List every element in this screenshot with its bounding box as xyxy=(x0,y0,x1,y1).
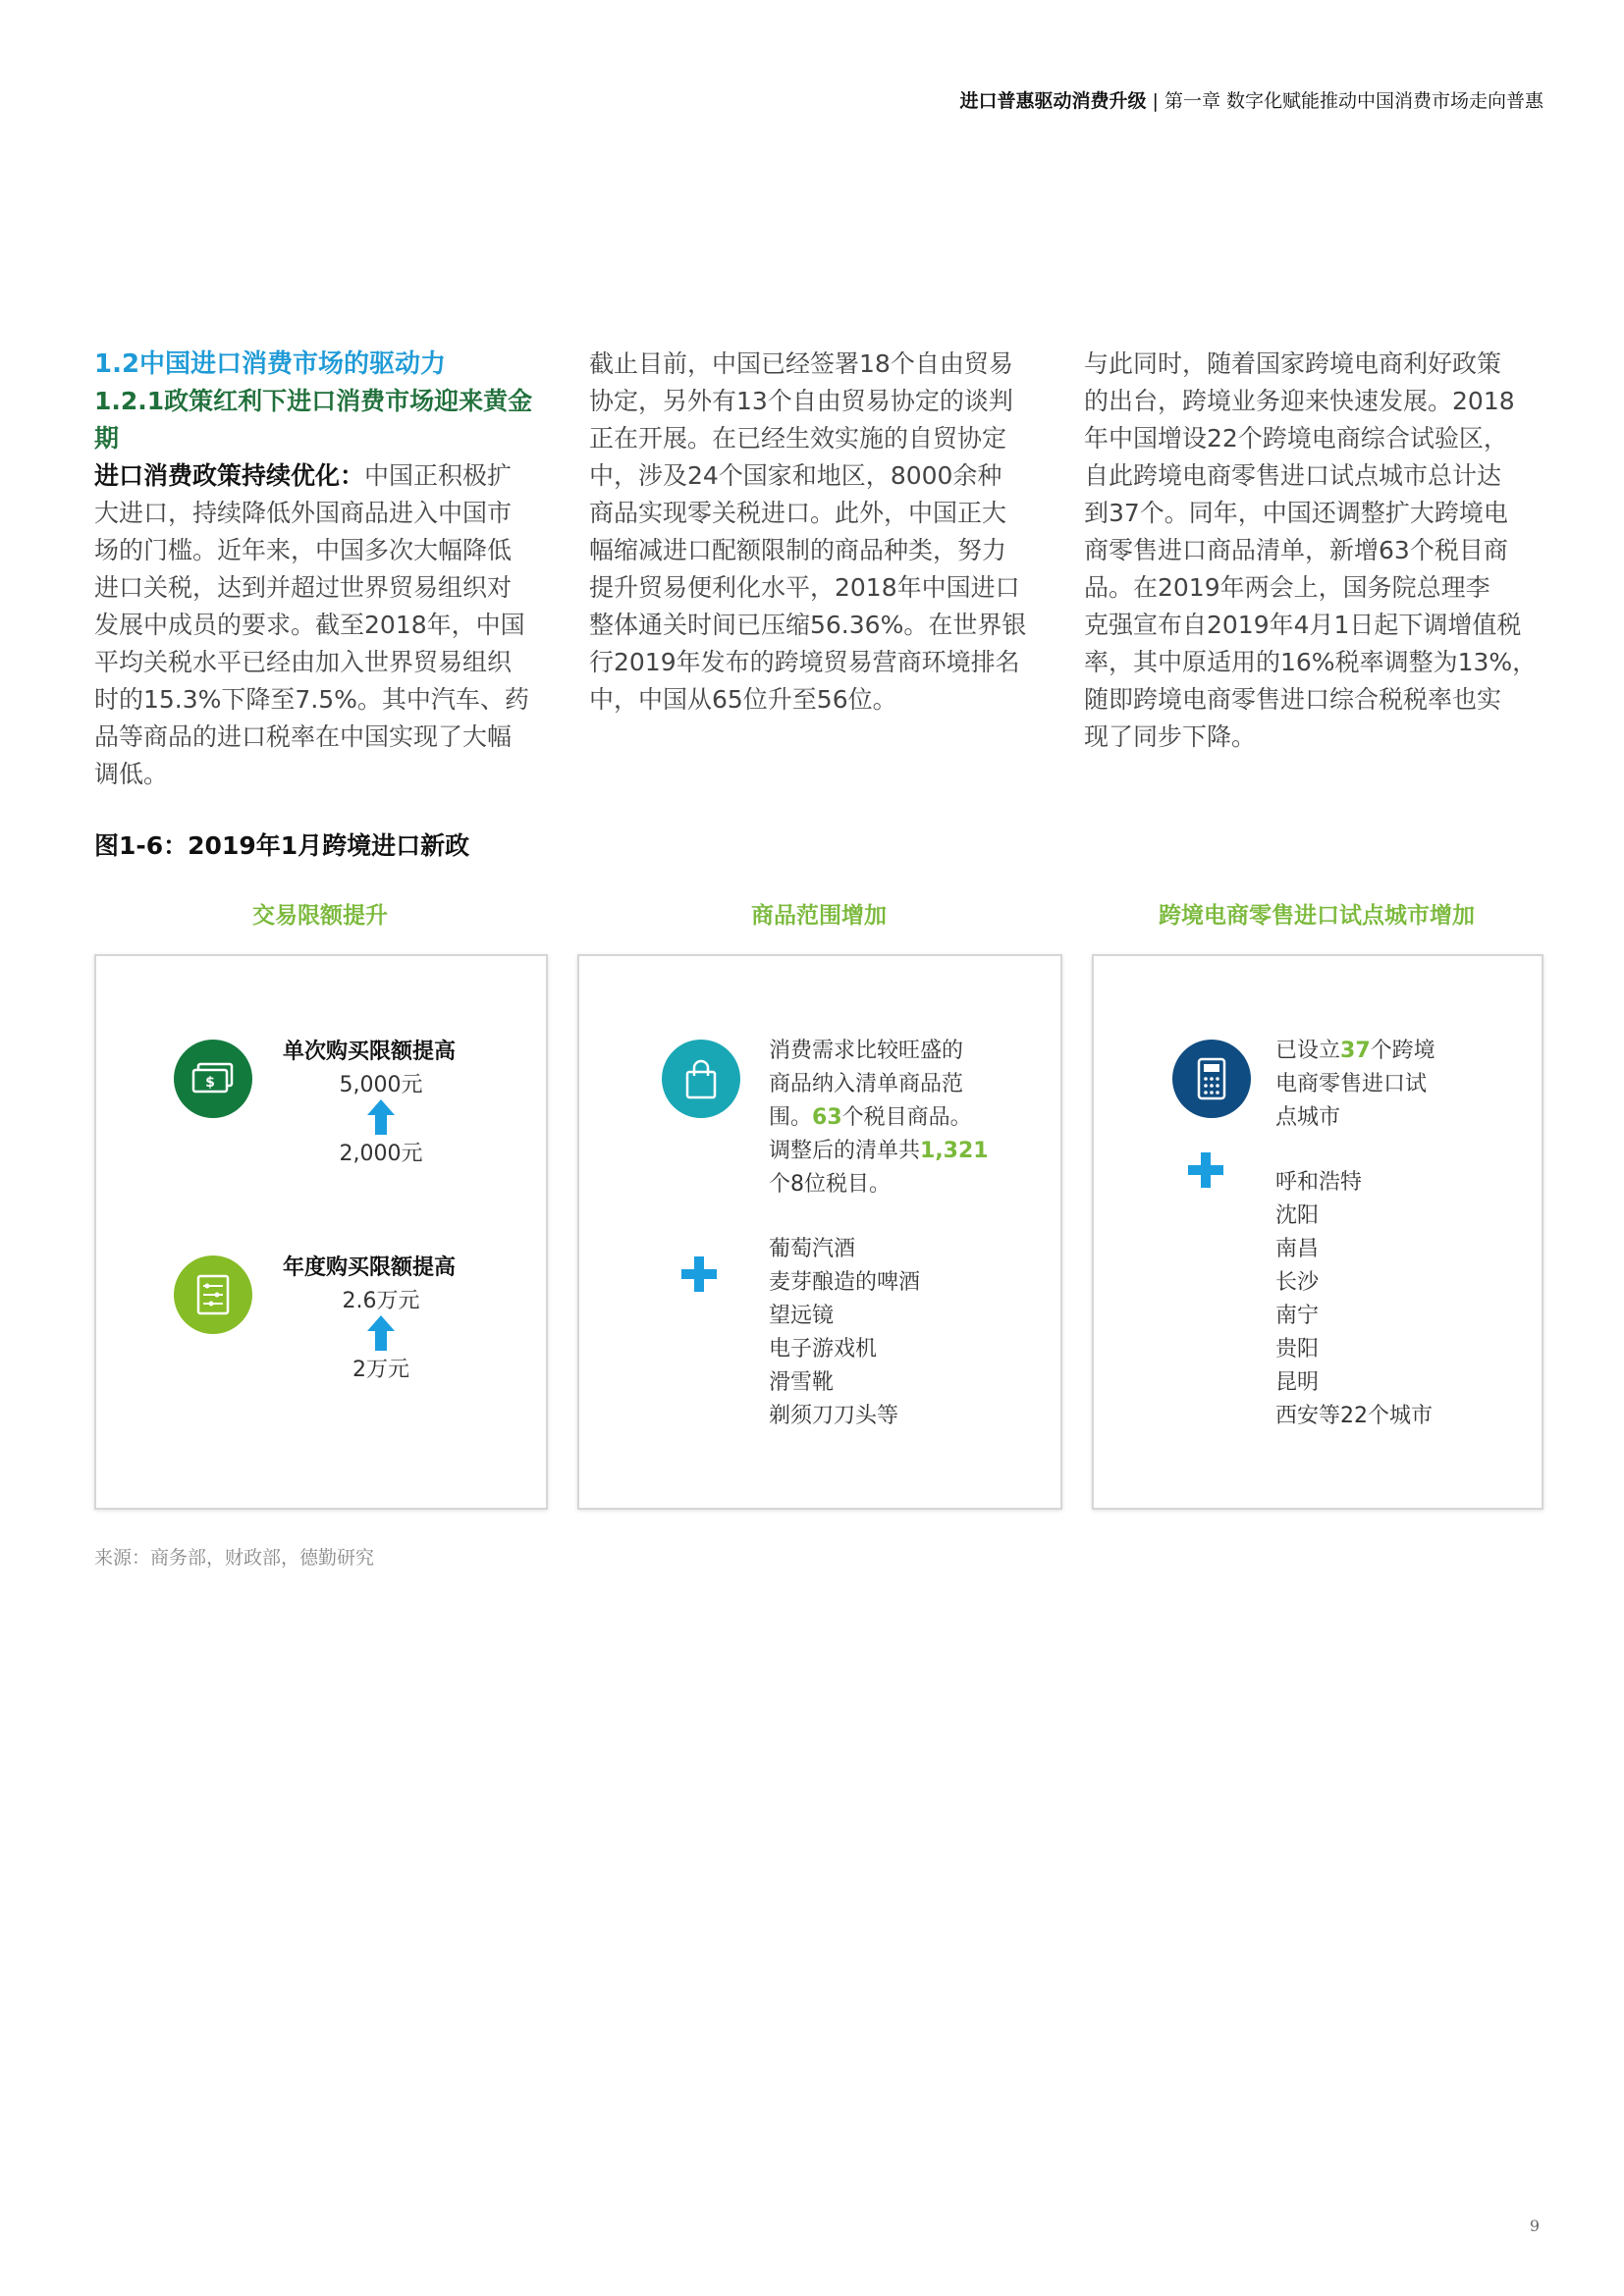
paragraph-line: 克强宣布自2019年4月1日起下调增值税 xyxy=(1084,611,1522,639)
product-list xyxy=(769,1233,1044,1433)
paragraph-line: 的出台，跨境业务迎来快速发展。2018 xyxy=(1084,387,1515,415)
paragraph-line: 率，其中原适用的16%税率调整为13%， xyxy=(1084,648,1538,676)
list-item: 葡萄汽酒 xyxy=(769,1237,856,1261)
paragraph-line: 现了同步下降。 xyxy=(1084,722,1257,751)
scope-desc-line xyxy=(769,1135,1044,1168)
cities-desc-text: 已设立 xyxy=(1275,1039,1341,1063)
scope-desc-text: 调整后的清单共 xyxy=(769,1139,921,1163)
list-item: 望远镜 xyxy=(769,1304,835,1328)
paragraph-line: 年中国增设22个跨境电商综合试验区， xyxy=(1084,424,1508,453)
shopping-bag-icon xyxy=(662,1040,740,1118)
scope-box xyxy=(577,954,1062,1510)
paragraph-line: 整体通关时间已压缩56.36%。在世界银 xyxy=(589,611,1027,639)
scope-desc-line: 消费需求比较旺盛的 xyxy=(769,1039,964,1063)
paragraph-line: 到37个。同年，中国还调整扩大跨境电 xyxy=(1084,499,1508,527)
figure-title: 图1-6：2019年1月跨境进口新政 xyxy=(94,831,470,860)
list-item: 南昌 xyxy=(1275,1237,1320,1261)
plus-icon xyxy=(681,1256,717,1296)
scope-desc-text: 围。 xyxy=(769,1105,813,1130)
single-limit-new-value: 5,000元 xyxy=(339,1073,423,1097)
figure-source: 来源：商务部，财政部，德勤研究 xyxy=(94,1547,375,1569)
scope-desc-text: 个税目商品。 xyxy=(841,1105,972,1130)
list-item: 贵阳 xyxy=(1275,1337,1320,1362)
list-item: 沈阳 xyxy=(1275,1203,1320,1228)
annual-limit-new-value: 2.6万元 xyxy=(342,1289,420,1313)
paragraph-line: 平均关税水平已经由加入世界贸易组织 xyxy=(94,648,513,676)
scope-desc-line: 个8位税目。 xyxy=(769,1172,891,1197)
header-chapter-title: 第一章 数字化赋能推动中国消费市场走向普惠 xyxy=(1164,90,1543,112)
paragraph-line xyxy=(94,457,548,495)
cities-desc-line: 电商零售进口试 xyxy=(1275,1072,1428,1096)
paragraph-line: 品。在2019年两会上，国务院总理李 xyxy=(1084,573,1490,602)
paragraph-line: 提升贸易便利化水平，2018年中国进口 xyxy=(589,573,1020,602)
paragraph-line: 协定，另外有13个自由贸易协定的谈判 xyxy=(589,387,1013,415)
single-limit-old-value: 2,000元 xyxy=(339,1142,423,1166)
paragraph-line: 幅缩减进口配额限制的商品种类，努力 xyxy=(589,536,1007,564)
list-item: 剃须刀刀头等 xyxy=(769,1404,899,1428)
abacus-icon xyxy=(174,1255,252,1334)
paragraph-lead: 进口消费政策持续优化： xyxy=(94,461,365,490)
header-report-title: 进口普惠驱动消费升级 xyxy=(959,90,1147,112)
limits-box xyxy=(94,954,548,1510)
paragraph-line: 时的15.3%下降至7.5%。其中汽车、药 xyxy=(94,685,529,714)
paragraph-line: 随即跨境电商零售进口综合税税率也实 xyxy=(1084,685,1502,714)
page-number: 9 xyxy=(1529,2216,1540,2235)
page-header xyxy=(960,86,1543,113)
scope-desc-line: 商品纳入清单商品范 xyxy=(769,1072,964,1096)
tax-item-count-highlight: 63 xyxy=(812,1105,842,1130)
figure-column-heading-limits: 交易限额提升 xyxy=(252,903,388,929)
paragraph-line: 品等商品的进口税率在中国实现了大幅 xyxy=(94,722,513,751)
paragraph-line: 发展中成员的要求。截至2018年，中国 xyxy=(94,611,525,639)
paragraph-line: 正在开展。在已经生效实施的自贸协定 xyxy=(589,424,1007,453)
cities-desc-line: 点城市 xyxy=(1275,1105,1341,1130)
paragraph-line: 截止目前，中国已经签署18个自由贸易 xyxy=(589,349,1013,378)
svg-text:$: $ xyxy=(205,1075,215,1091)
list-item: 长沙 xyxy=(1275,1270,1320,1295)
paragraph-line: 自此跨境电商零售进口试点城市总计达 xyxy=(1084,461,1502,490)
list-item: 昆明 xyxy=(1275,1370,1320,1395)
figure-column-heading-cities: 跨境电商零售进口试点城市增加 xyxy=(1159,903,1475,929)
paragraph-line: 调低。 xyxy=(94,760,169,788)
arrow-up-icon xyxy=(367,1315,395,1355)
arrow-up-icon xyxy=(367,1099,395,1139)
cities-desc-text: 个跨境 xyxy=(1370,1039,1435,1063)
text-column-3 xyxy=(1084,346,1538,756)
plus-icon xyxy=(1188,1152,1223,1192)
paragraph-line: 大进口，持续降低外国商品进入中国市 xyxy=(94,499,513,527)
cash-icon xyxy=(174,1040,252,1118)
list-item: 麦芽酿造的啤酒 xyxy=(769,1270,921,1295)
paragraph-line: 中，涉及24个国家和地区，8000余种 xyxy=(589,461,1002,490)
annual-limit-old-value: 2万元 xyxy=(352,1358,409,1382)
paragraph-line: 商零售进口商品清单，新增63个税目商 xyxy=(1084,536,1508,564)
cities-description xyxy=(1275,1035,1521,1135)
header-separator: | xyxy=(1152,90,1159,112)
paragraph-line: 商品实现零关税进口。此外，中国正大 xyxy=(589,499,1007,527)
text-column-2 xyxy=(589,346,1043,719)
scope-desc-line xyxy=(769,1101,1044,1135)
annual-limit-label: 年度购买限额提高 xyxy=(283,1255,457,1280)
single-limit-label: 单次购买限额提高 xyxy=(283,1040,457,1064)
paragraph-line: 中，中国从65位升至56位。 xyxy=(589,685,897,714)
section-title: 1.2中国进口消费市场的驱动力 xyxy=(94,349,447,379)
cities-desc-line xyxy=(1275,1035,1521,1068)
calculator-icon xyxy=(1172,1040,1251,1118)
list-item: 西安等22个城市 xyxy=(1275,1404,1433,1428)
cities-box xyxy=(1092,954,1543,1510)
text-column-1 xyxy=(94,346,548,793)
city-list xyxy=(1275,1166,1521,1433)
paragraph-line: 与此同时，随着国家跨境电商利好政策 xyxy=(1084,349,1502,378)
list-total-highlight: 1,321 xyxy=(920,1139,989,1163)
list-item: 电子游戏机 xyxy=(769,1337,878,1362)
paragraph-line: 进口关税，达到并超过世界贸易组织对 xyxy=(94,573,513,602)
paragraph-line: 行2019年发布的跨境贸易营商环境排名 xyxy=(589,648,1020,676)
list-item: 滑雪靴 xyxy=(769,1370,835,1395)
paragraph-text: 中国正积极扩 xyxy=(364,461,513,490)
figure-column-heading-scope: 商品范围增加 xyxy=(751,903,887,929)
list-item: 南宁 xyxy=(1275,1304,1320,1328)
city-count-highlight: 37 xyxy=(1340,1039,1371,1063)
scope-description xyxy=(769,1035,1044,1201)
list-item: 呼和浩特 xyxy=(1275,1170,1363,1195)
subsection-title: 1.2.1政策红利下进口消费市场迎来黄金期 xyxy=(94,387,533,453)
paragraph-line: 场的门槛。近年来，中国多次大幅降低 xyxy=(94,536,513,564)
